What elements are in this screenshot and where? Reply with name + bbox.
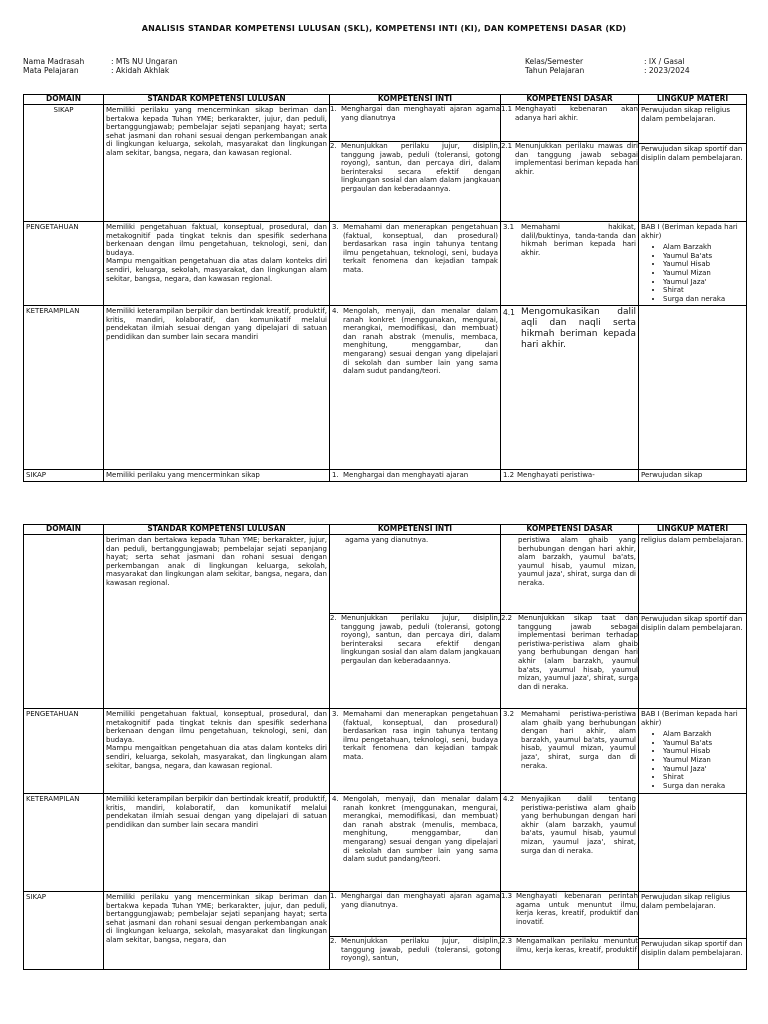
ki-text: Mengolah, menyaji, dan menalar dalam ranah konkret (menggunakan, mengurai, merangkai, memodifikasi, dan membuat) dan ranah abstrak (menulis, membaca, menghitung, menggambar, dan mengarang) sesuai dengan yang dipelajari di sekolah dan sumber lain yang sama dalam sudut pandang/teori. [343,795,498,864]
skl-cell: Memiliki perilaku yang mencerminkan sikap [104,470,330,482]
list-item: • Yaumul Jaza' [663,278,744,287]
mapel-value: : Akidah Akhlak [111,66,170,75]
ki-text: Menghargai dan menghayati ajaran agama yang dianutnya. [341,892,500,909]
kd-number: 1.3 [501,892,513,900]
ki-number: 3. [332,223,339,231]
lingkup-cell [639,892,747,970]
ki-cell [330,105,501,222]
skl-cell: Memiliki keterampilan berpikir dan bertindak kreatif, produktif, kritis, mandiri, kolaboratif, dan komunikatif melalui pendekatan ilmiah sesuai dengan yang dipelajari di satuan pendidikan dan sumber lain secara mandiri [104,794,330,892]
table-row [24,535,747,709]
ki-cell [330,709,501,794]
list-item: • Shirat [663,286,744,295]
nama-madrasah-value: : MTs NU Ungaran [111,57,178,66]
skl-text: Memiliki pengetahuan faktual, konseptual, prosedural, dan metakognitif pada tingkat teknis dan spesifik sederhana berkenaan dengan ilmu pengetahuan, teknologi, seni, dan budaya. [106,710,327,744]
domain-cell: SIKAP [24,892,104,970]
ki-text: Menghargai dan menghayati ajaran agama yang dianutnya [341,105,500,122]
ki-text: Menunjukkan perilaku jujur, disiplin, tanggung jawab, peduli (toleransi, gotong royong), santun, dan percaya diri, dalam berinteraksi secara efektif dengan lingkungan sosial dan alam dalam jangkauan pergaulan dan keberadaannya. [341,614,500,665]
kd-text: peristiwa alam ghaib yang berhubungan dengan hari akhir, alam barzakh, yaumul ba'ats, yaumul hisab, yaumul mizan, yaumul jaza', shirat, surga dan di neraka. [518,536,636,587]
domain-cell: SIKAP [24,105,104,222]
kd-text: Memahami peristiwa-peristiwa alam ghaib yang berhubungan dengan hari akhir, alam barzakh, yaumul ba'ats, yaumul hisab, yaumul mizan, yaumul jaza', shirat, surga dan di neraka. [521,710,636,770]
lingkup-text: Perwujudan sikap sportif dan disiplin dalam pembelajaran. [639,613,746,633]
table-row [24,892,747,970]
kd-cell [501,709,639,794]
kd-text: Menunjukkan sikap taat dan tanggung jawab sebagai implementasi beriman terhadap peristiwa-peristiwa alam ghaib yang berhubungan dengan hari akhir (alam barzakh, yaumul ba'ats, yaumul hisab, yaumul mizan, yaumul jaza', shirat, surga dan di neraka. [518,614,638,691]
list-item: • Alam Barzakh [663,243,744,252]
kd-cell [501,306,639,470]
ki-text: Memahami dan menerapkan pengetahuan (faktual, konseptual, dan prosedural) berdasarkan rasa ingin tahunya tentang ilmu pengetahuan, teknologi, seni, budaya terkait fenomena dan kejadian tampak mata. [343,710,498,761]
domain-cell: SIKAP [24,470,104,482]
mapel-label: Mata Pelajaran [23,66,79,75]
kd-cell [501,794,639,892]
kd-cell [501,535,639,709]
list-item: • Surga dan neraka [663,782,744,791]
header-lingkup: LINGKUP MATERI [639,95,747,105]
kelas-value: : IX / Gasal [644,57,685,66]
header-ki: KOMPETENSI INTI [330,525,501,535]
lingkup-bab: BAB I (Beriman kepada hari akhir) [641,223,738,240]
domain-cell: PENGETAHUAN [24,709,104,794]
kd-text: Mengomukasikan dalil aqli dan naqli serta hikmah beriman kepada hari akhir. [521,307,636,350]
header-ki: KOMPETENSI INTI [330,95,501,105]
lingkup-cell [639,306,747,470]
list-item: • Yaumul Hisab [663,260,744,269]
ki-text: Mengolah, menyaji, dan menalar dalam ranah konkret (menggunakan, mengurai, merangkai, memodifikasi, dan membuat) dan ranah abstrak (menulis, membaca, menghitung, menggambar, dan mengarang) sesuai dengan yang dipelajari di sekolah dan sumber lain yang sama dalam sudut pandang/teori. [343,307,498,376]
nama-madrasah-label: Nama Madrasah [23,57,85,66]
tahun-value: : 2023/2024 [644,66,690,75]
kd-text: Menyajikan dalil tentang peristiwa-peristiwa alam ghaib yang berhubungan dengan hari akhir (alam barzakh, yaumul ba'ats, yaumul hisab, yaumul mizan, yaumul jaza', shirat, surga dan di neraka. [521,795,636,855]
ki-cell [330,794,501,892]
skl-cell [104,222,330,306]
lingkup-cell: Perwujudan sikap [639,470,747,482]
lingkup-text: Perwujudan sikap religius dalam pembelajaran. [641,106,730,123]
kd-text: Menghayati kebenaran akan adanya hari akhir. [515,105,638,122]
skl-text: Mampu mengaitkan pengetahuan dia atas dalam konteks diri sendiri, keluarga, sekolah, masyarakat, dan lingkungan alam sekitar, bangsa, negara, dan kawasan regional. [106,744,327,770]
ki-text: Menunjukkan perilaku jujur, disiplin, tanggung jawab, peduli (toleransi, gotong royong), santun, [341,937,500,963]
table-row [24,794,747,892]
ki-text: Memahami dan menerapkan pengetahuan (faktual, konseptual, dan prosedural) berdasarkan rasa ingin tahunya tentang ilmu pengetahuan, teknologi, seni, budaya terkait fenomena dan kejadian tampak mata. [343,223,498,274]
lingkup-text: Perwujudan sikap religius dalam pembelajaran. [641,893,730,910]
kd-number: 1.2 [503,471,515,479]
list-item: • Yaumul Mizan [663,269,744,278]
analysis-table-page-1 [23,94,747,482]
kd-number: 2.1 [501,142,513,150]
lingkup-text: Perwujudan sikap sportif dan disiplin dalam pembelajaran. [639,143,746,163]
header-kd: KOMPETENSI DASAR [501,525,639,535]
domain-cell: KETERAMPILAN [24,794,104,892]
table-row [24,222,747,306]
ki-cell [330,306,501,470]
ki-number: 4. [332,307,339,315]
kd-text: Menghayati peristiwa- [517,471,595,479]
table-row [24,306,747,470]
lingkup-cell [639,794,747,892]
table-row [24,709,747,794]
lingkup-list [641,243,744,303]
list-item: • Yaumul Mizan [663,756,744,765]
ki-cell [330,535,501,709]
kd-cell [501,105,639,222]
tahun-label: Tahun Pelajaran [525,66,585,75]
table-row [24,105,747,222]
header-lingkup: LINGKUP MATERI [639,525,747,535]
ki-text: Menghargai dan menghayati ajaran [343,471,469,479]
ki-cell [330,222,501,306]
ki-number: 3. [332,710,339,718]
ki-number: 1. [330,105,337,113]
domain-cell: KETERAMPILAN [24,306,104,470]
lingkup-text: Perwujudan sikap sportif dan disiplin dalam pembelajaran. [639,938,746,958]
skl-cell: beriman dan bertakwa kepada Tuhan YME; berkarakter, jujur, dan peduli, bertanggungjawab; pembelajar sejati sepanjang hayat; serta sehat jasmani dan rohani sesuai dengan perkembangan anak di lingkungan keluarga, sekolah, masyarakat dan lingkungan alam sekitar, bangsa, negara, dan kawasan regional. [104,535,330,709]
header-skl: STANDAR KOMPETENSI LULUSAN [104,95,330,105]
ki-cell [330,470,501,482]
ki-number: 4. [332,795,339,803]
skl-cell [104,709,330,794]
kd-text: Mengamalkan perilaku menuntut ilmu, kerja keras, kreatif, produktif [516,937,638,954]
ki-text: Menunjukkan perilaku jujur, disiplin, tanggung jawab, peduli (toleransi, gotong royong), santun, dan percaya diri, dalam berinteraksi secara efektif dengan lingkungan sosial dan alam dalam jangkauan pergaulan dan keberadaannya. [341,142,500,193]
list-item: • Shirat [663,773,744,782]
header-domain: DOMAIN [24,525,104,535]
lingkup-text: religius dalam pembelajaran. [641,536,744,544]
list-item: • Surga dan neraka [663,295,744,304]
skl-cell: Memiliki perilaku yang mencerminkan sikap beriman dan bertakwa kepada Tuhan YME; berkarakter, jujur, dan peduli, bertanggungjawab; pembelajar sejati sepanjang hayat; serta sehat jasmani dan rohani sesuai dengan perkembangan anak di lingkungan keluarga, sekolah, masyarakat dan lingkungan alam sekitar, bangsa, negara, dan [104,892,330,970]
skl-cell: Memiliki perilaku yang mencerminkan sikap beriman dan bertakwa kepada Tuhan YME; berkarakter, jujur, dan peduli, bertanggungjawab; pembelajar sejati sepanjang hayat; serta sehat jasmani dan rohani sesuai dengan perkembangan anak di lingkungan keluarga, sekolah, masyarakat dan lingkungan alam sekitar, bangsa, negara, dan kawasan regional. [104,105,330,222]
domain-cell [24,535,104,709]
lingkup-cell [639,709,747,794]
header-domain: DOMAIN [24,95,104,105]
lingkup-cell [639,535,747,709]
list-item: • Yaumul Ba'ats [663,739,744,748]
lingkup-cell [639,222,747,306]
header-kd: KOMPETENSI DASAR [501,95,639,105]
skl-cell: Memiliki keterampilan berpikir dan bertindak kreatif, produktif, kritis, mandiri, kolaboratif, dan komunikatif melalui pendekatan ilmiah sesuai dengan yang dipelajari di satuan pendidikan dan sumber lain secara mandiri [104,306,330,470]
list-item: • Yaumul Jaza' [663,765,744,774]
school-info [23,57,178,75]
skl-text: Memiliki pengetahuan faktual, konseptual, prosedural, dan metakognitif pada tingkat teknis dan spesifik sederhana berkenaan dengan ilmu pengetahuan, teknologi, seni, dan budaya. [106,223,327,257]
ki-number: 1. [332,471,339,479]
kd-number: 1.1 [501,105,513,113]
page-title: ANALISIS STANDAR KOMPETENSI LULUSAN (SKL), KOMPETENSI INTI (KI), DAN KOMPETENSI DASAR (KD) [141,24,627,33]
ki-text: agama yang dianutnya. [345,536,429,544]
class-info [525,57,690,75]
kd-number: 2.2 [501,614,513,622]
kd-number: 3.1 [503,223,515,231]
table-row [24,470,747,482]
ki-number: 2. [330,614,337,622]
kd-text: Menghayati kebenaran perintah agama untuk menuntut ilmu, kerja keras, kreatif, produktif dan inovatif. [516,892,638,926]
kd-number: 2.3 [501,937,513,945]
kd-number: 4.2 [503,795,515,803]
list-item: • Yaumul Hisab [663,747,744,756]
kd-cell [501,470,639,482]
kd-number: 3.2 [503,710,515,718]
lingkup-bab: BAB I (Beriman kepada hari akhir) [641,710,738,727]
ki-number: 2. [330,937,337,945]
list-item: • Alam Barzakh [663,730,744,739]
ki-cell [330,892,501,970]
skl-text: Mampu mengaitkan pengetahuan dia atas dalam konteks diri sendiri, keluarga, sekolah, masyarakat, dan lingkungan alam sekitar, bangsa, negara, dan kawasan regional. [106,257,327,283]
kd-text: Memahami hakikat, dalil/buktinya, tanda-tanda dan hikmah beriman kepada hari akhir. [521,223,636,257]
kd-text: Menunjukkan perilaku mawas diri dan tanggung jawab sebagai implementasi beriman kepada hari akhir. [515,142,638,176]
analysis-table-page-2 [23,524,747,970]
header-skl: STANDAR KOMPETENSI LULUSAN [104,525,330,535]
lingkup-list [641,730,744,790]
list-item: • Yaumul Ba'ats [663,252,744,261]
kd-cell [501,892,639,970]
kelas-label: Kelas/Semester [525,57,584,66]
domain-cell: PENGETAHUAN [24,222,104,306]
lingkup-cell [639,105,747,222]
kd-number: 4.1 [503,308,515,317]
ki-number: 1. [330,892,337,900]
table-header-row [24,525,747,535]
ki-number: 2. [330,142,337,150]
kd-cell [501,222,639,306]
table-header-row [24,95,747,105]
